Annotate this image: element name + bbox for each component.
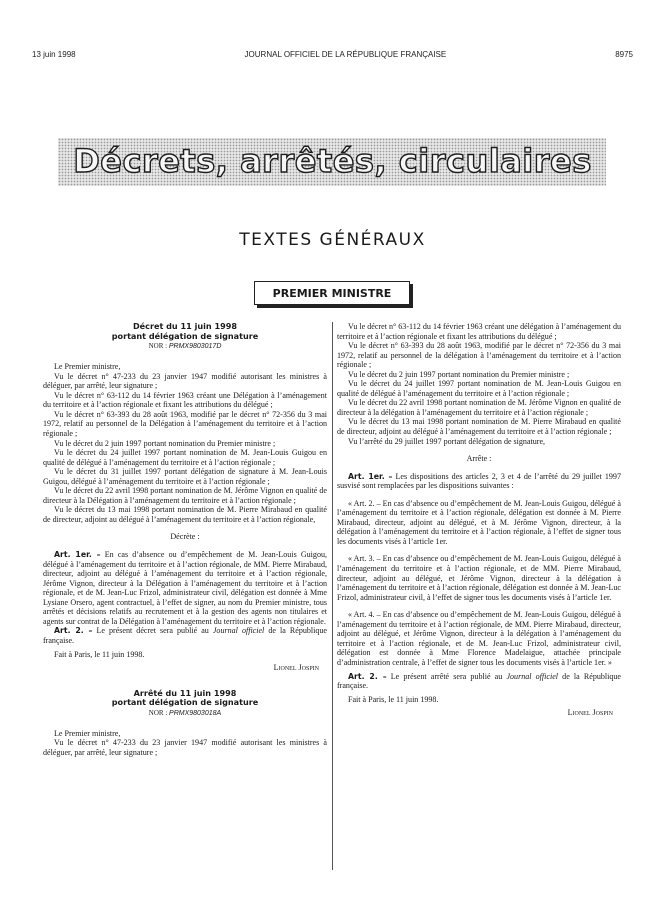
order-paragraph: Le Premier ministre, — [54, 728, 121, 738]
order-nor — [43, 708, 327, 719]
order-paragraph: Vu le décret du 13 mai 1998 portant nomination de M. Pierre Mirabaud en qualité de directeur, adjoint au délégué à l’aménagement du territoire et à l’action régionale ; — [337, 417, 621, 437]
order-paragraph: Vu l’arrêté du 29 juillet 1997 portant délégation de signature, — [348, 436, 546, 446]
left-column — [43, 322, 327, 757]
order-paragraph: Vu le décret n° 47-233 du 23 janvier 1947 modifié autorisant les ministres à déléguer, par arrêté, leur signature ; — [43, 738, 327, 757]
article-label: Art. 1er. – — [54, 550, 101, 560]
decree-decrete: Décrète : — [170, 532, 200, 542]
article-text: de la République française. — [337, 671, 621, 691]
order-paragraph: Vu le décret du 22 avril 1998 portant nomination de M. Jérôme Vignon en qualité de directeur à la délégation à l’aménagement du territoire et à l’action régionale ; — [337, 398, 621, 417]
decree-subtitle: portant délégation de signature — [111, 330, 259, 341]
section-title: TEXTES GÉNÉRAUX — [239, 230, 426, 250]
nor-code: PRMX9803018A — [169, 709, 222, 717]
decree-paragraph: Vu le décret n° 63-112 du 14 février 1963 créant une Délégation à l’aménagement du territoire et à l’action régionale et fixant les attributions du délégué ; — [43, 390, 327, 410]
header-date: 13 juin 1998 — [32, 50, 76, 59]
decree-title: Décret du 11 juin 1998 — [132, 321, 238, 331]
header-page-number: 8975 — [615, 50, 633, 59]
decree-paragraph: Vu le décret du 22 avril 1998 portant nomination de M. Jérôme Vignon en qualité de directeur à la Délégation à l’aménagement du territoire et à l’action régionale ; — [43, 486, 327, 505]
order-article-1 — [337, 472, 621, 491]
decree-article-2 — [43, 626, 327, 645]
article-label: Art. 2. – — [348, 671, 387, 681]
nor-prefix: NOR : — [148, 708, 170, 717]
article-text: Les dispositions des articles 2, 3 et 4 de l’arrêté du 29 juillet 1997 susvisé sont remplacées par les dispositions suivantes : — [337, 471, 621, 491]
article-text: Le présent décret sera publié au — [92, 626, 213, 636]
article-label: Art. 2. – — [54, 626, 93, 636]
article-text: En cas d’absence ou d’empêchement de M. Jean-Louis Guigou, délégué à l’aménagement du territoire et à l’action régionale, de MM. Pierre Mirabaud, directeur, adjoint au délégué à l’aménagement du territoire et à l’action régionale, Jérôme Vignon, directeur à la Délégation à l’aménagement du territoire et à l’action régionale, et de M. Jean-Luc Frizol, administrateur civil, délégation est donnée à Mme Lysiane Orsero, agent contractuel, à l’effet de signer, au nom du Premier ministre, tous arrêtés et décisions relatifs au recrutement et à la gestion des agents non titulaires et agents sur contrat de la Délégation à l’aménagement du territoire et à l’action régionale. — [43, 550, 327, 626]
decree-paragraph: Vu le décret n° 63-393 du 28 août 1963, modifié par le décret n° 72-356 du 3 mai 1972, relatif au personnel de la Délégation à l’aménagement du territoire et à l’action régionale ; — [43, 409, 327, 439]
order-signer: Lionel Jospin — [567, 708, 613, 718]
article-text: Le présent arrêté sera publié au — [386, 671, 507, 681]
page-header — [32, 50, 633, 59]
header-journal-title: JOURNAL OFFICIEL DE LA RÉPUBLIQUE FRANÇAISE — [244, 50, 447, 59]
decree-paragraph: Vu le décret du 31 juillet 1997 portant délégation de signature à M. Jean-Louis Guigou, délégué à l’aménagement du territoire et à l’action régionale ; — [43, 467, 327, 486]
decree-paragraph: Le Premier ministre, — [54, 362, 121, 372]
order-paragraph: Vu le décret n° 63-112 du 14 février 1963 créant une délégation à l’aménagement du territoire et à l’action régionale et fixant les attributions du délégué ; — [337, 322, 621, 341]
order-title: Arrêté du 11 juin 1998 — [133, 687, 237, 698]
quoted-article-4: « Art. 4. – En cas d’absence ou d’empêchement de M. Jean-Louis Guigou, délégué à l’aménagement du territoire et à l’action régionale, de MM. Pierre Mirabaud, directeur, adjoint au délégué, et Jérôme Vignon, directeur à la délégation à l’aménagement du territoire et à l’action régionale, et de M. Jean-Luc Frizol, administrateur civil, délégation est donnée à Mme Florence Madelaigue, attachée principale d’administration centrale, à l’effet de signer tous les documents visés à l’article 1er. » — [337, 610, 621, 667]
article-text-italic: Journal officiel — [506, 671, 558, 681]
decree-nor — [43, 341, 327, 352]
order-fait: Fait à Paris, le 11 juin 1998. — [348, 694, 439, 704]
decree-article-1 — [43, 550, 327, 626]
decree-paragraph: Vu le décret du 13 mai 1998 portant nomination de M. Pierre Mirabaud en qualité de directeur, adjoint au délégué à l’aménagement du territoire et à l’action régionale, — [43, 505, 327, 524]
ministry-label-text: PREMIER MINISTRE — [272, 286, 392, 300]
order-arrete: Arrête : — [466, 454, 492, 464]
decree-paragraph: Vu le décret n° 47-233 du 23 janvier 1947 modifié autorisant les ministres à déléguer, par arrêté, leur signature ; — [43, 371, 327, 391]
column-divider — [332, 322, 333, 870]
decree-paragraph: Vu le décret du 2 juin 1997 portant nomination du Premier ministre ; — [54, 438, 276, 448]
order-paragraph: Vu le décret du 2 juin 1997 portant nomination du Premier ministre ; — [348, 369, 570, 379]
article-label: Art. 1er. – — [348, 471, 393, 481]
order-paragraph: Vu le décret du 24 juillet 1997 portant nomination de M. Jean-Louis Guigou en qualité de délégué à l’aménagement du territoire et à l’action régionale ; — [337, 379, 621, 398]
article-text-italic: Journal officiel — [212, 626, 265, 636]
order-subtitle: portant délégation de signature — [111, 697, 259, 708]
order-article-2 — [337, 672, 621, 691]
ministry-label — [254, 281, 410, 305]
right-column — [337, 322, 621, 718]
quoted-article-3: « Art. 3. – En cas d’absence ou d’empêchement de M. Jean-Louis Guigou, délégué à l’aménagement du territoire et à l’action régionale, et de MM. Pierre Mirabaud, directeur, adjoint au délégué, et Jérôme Vignon, directeur à la délégation à l’aménagement du territoire et à l’action régionale, délégation est donnée à M. Jean-Luc Frizol, administrateur civil, à l’effet de signer tous les documents visés à l’article 1er. — [337, 554, 621, 602]
nor-code: PRMX9803017D — [168, 343, 222, 351]
decree-fait: Fait à Paris, le 11 juin 1998. — [54, 649, 145, 659]
article-text: de la République française. — [43, 626, 327, 645]
nor-prefix: NOR : — [148, 342, 169, 351]
quoted-article-2: « Art. 2. – En cas d’absence ou d’empêchement de M. Jean-Louis Guigou, délégué à l’aménagement du territoire et à l’action régionale, délégation est donnée à M. Pierre Mirabaud, directeur, adjoint au délégué, et à M. Jérôme Vignon, directeur, à la délégation à l’aménagement du territoire et à l’action régionale, à l’effet de signer tous les documents visés à l’article 1er. — [337, 498, 621, 546]
decree-paragraph: Vu le décret du 24 juillet 1997 portant nomination de M. Jean-Louis Guigou en qualité de délégué à l’aménagement du territoire et à l’action régionale ; — [43, 448, 327, 467]
decree-signer: Lionel Jospin — [273, 663, 319, 673]
order-paragraph: Vu le décret n° 63-393 du 28 août 1963, modifié par le décret n° 72-356 du 3 mai 1972, relatif au personnel de la délégation à l’aménagement du territoire et à l’action régionale ; — [337, 341, 621, 370]
banner-title: Décrets, arrêtés, circulaires — [73, 142, 592, 180]
